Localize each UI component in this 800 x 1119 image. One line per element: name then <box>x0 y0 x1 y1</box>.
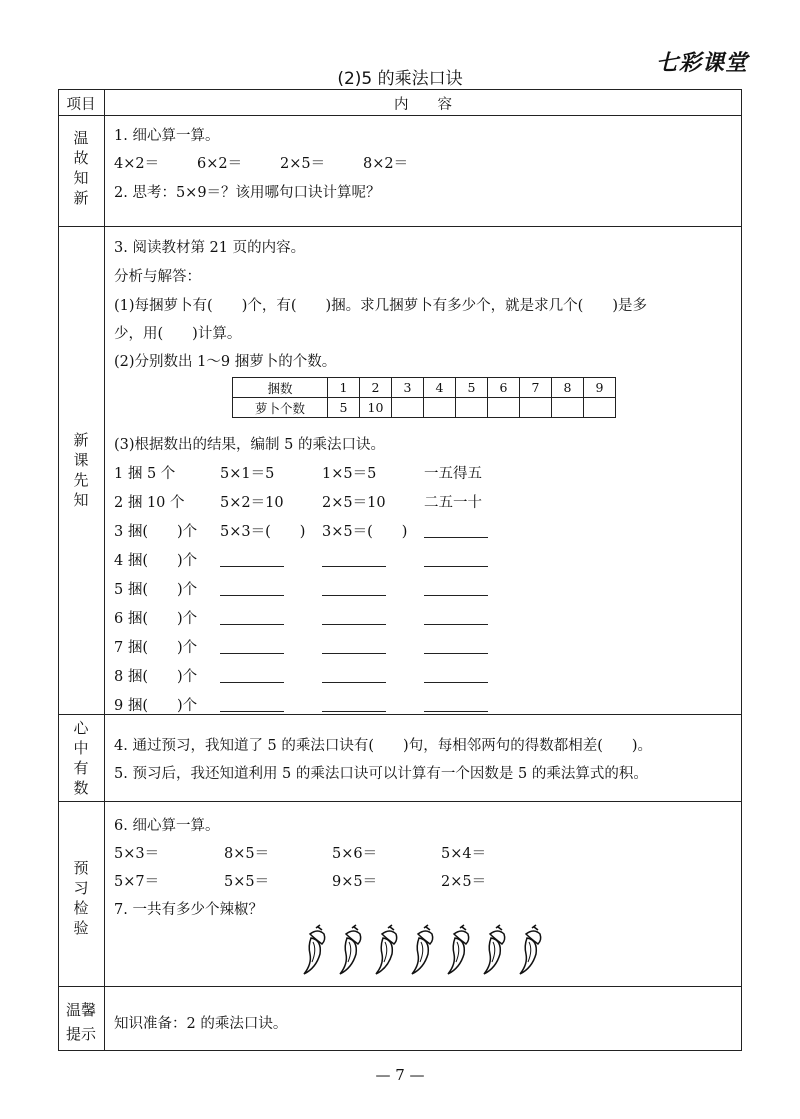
section-label-review: 温 故 知 新 <box>73 129 89 207</box>
answer-blank[interactable] <box>424 566 488 567</box>
table-cell: 5 <box>456 378 488 398</box>
table-cell <box>424 398 456 418</box>
column-divider <box>104 89 105 1051</box>
answer-blank[interactable] <box>220 653 284 654</box>
page-title: (2)5 的乘法口诀 <box>337 69 463 89</box>
brand-logo: 七彩课堂 <box>655 51 748 76</box>
calc-item: 9×5＝ <box>332 874 378 890</box>
table-cell: 萝卜个数 <box>233 398 328 418</box>
part-1-line-2: 少，用( )计算。 <box>114 326 242 342</box>
question-4: 4. 通过预习，我知道了 5 的乘法口诀有( )句，每相邻两句的得数都相差( )。 <box>114 738 653 754</box>
answer-blank[interactable] <box>322 682 386 683</box>
section-label-tip: 温馨 提示 <box>65 1001 96 1043</box>
calc-item: 5×5＝ <box>224 874 270 890</box>
chant-cell: 5×2＝10 <box>220 495 284 511</box>
answer-blank[interactable] <box>322 711 386 712</box>
table-cell: 9 <box>584 378 616 398</box>
chili-icon <box>408 924 440 976</box>
chant-cell: 5×1＝5 <box>220 466 275 482</box>
calc-item: 5×4＝ <box>441 846 487 862</box>
answer-blank[interactable] <box>424 682 488 683</box>
table-cell: 2 <box>360 378 392 398</box>
table-cell: 捆数 <box>233 378 328 398</box>
section-label-summary: 心 中 有 数 <box>73 719 89 797</box>
table-cell <box>456 398 488 418</box>
table-cell: 4 <box>424 378 456 398</box>
part-1-line-1: (1)每捆萝卜有( )个，有( )捆。求几捆萝卜有多少个，就是求几个( )是多 <box>114 298 647 314</box>
count-table <box>232 377 616 418</box>
chant-cell: 5 捆( )个 <box>114 582 198 598</box>
chili-icon <box>300 924 332 976</box>
chant-cell: 8 捆( )个 <box>114 669 198 685</box>
chili-icon <box>516 924 548 976</box>
table-cell <box>520 398 552 418</box>
answer-blank[interactable] <box>220 682 284 683</box>
chili-icon <box>336 924 368 976</box>
table-cell <box>552 398 584 418</box>
calc-item: 2×5＝ <box>441 874 487 890</box>
table-cell: 8 <box>552 378 584 398</box>
part-3: (3)根据数出的结果，编制 5 的乘法口诀。 <box>114 437 385 453</box>
answer-blank[interactable] <box>322 624 386 625</box>
chant-cell: 6 捆( )个 <box>114 611 198 627</box>
answer-blank[interactable] <box>322 566 386 567</box>
chili-icon <box>480 924 512 976</box>
calc-item: 4×2＝ <box>114 156 160 172</box>
answer-blank[interactable] <box>424 624 488 625</box>
chant-cell: 2 捆 10 个 <box>114 495 185 511</box>
part-2: (2)分别数出 1～9 捆萝卜的个数。 <box>114 354 337 370</box>
answer-blank[interactable] <box>424 653 488 654</box>
chant-cell: 9 捆( )个 <box>114 698 198 714</box>
table-cell: 5 <box>328 398 360 418</box>
answer-blank[interactable] <box>424 537 488 538</box>
row-divider <box>58 986 742 987</box>
table-cell: 7 <box>520 378 552 398</box>
question-1: 1. 细心算一算。 <box>114 128 220 144</box>
chant-cell: 二五一十 <box>424 495 482 511</box>
table-cell: 6 <box>488 378 520 398</box>
question-5: 5. 预习后，我还知道利用 5 的乘法口诀可以计算有一个因数是 5 的乘法算式的积。 <box>114 766 648 782</box>
row-divider <box>58 226 742 227</box>
chant-cell: 3×5＝( ) <box>322 524 408 540</box>
question-7: 7. 一共有多少个辣椒？ <box>114 902 263 918</box>
calc-item: 2×5＝ <box>280 156 326 172</box>
chant-cell: 3 捆( )个 <box>114 524 198 540</box>
answer-blank[interactable] <box>322 595 386 596</box>
table-cell: 3 <box>392 378 424 398</box>
answer-blank[interactable] <box>220 711 284 712</box>
analysis-heading: 分析与解答： <box>114 269 201 285</box>
table-cell: 1 <box>328 378 360 398</box>
answer-blank[interactable] <box>220 595 284 596</box>
chant-cell: 4 捆( )个 <box>114 553 198 569</box>
calc-item: 5×3＝ <box>114 846 160 862</box>
answer-blank[interactable] <box>424 711 488 712</box>
row-divider <box>58 801 742 802</box>
chili-icon <box>444 924 476 976</box>
calc-item: 6×2＝ <box>197 156 243 172</box>
header-item: 项目 <box>66 97 96 113</box>
header-content: 内 容 <box>394 97 452 113</box>
calc-item: 5×7＝ <box>114 874 160 890</box>
chant-cell: 1 捆 5 个 <box>114 466 176 482</box>
question-3: 3. 阅读教材第 21 页的内容。 <box>114 240 306 256</box>
chili-icon <box>372 924 404 976</box>
table-cell <box>488 398 520 418</box>
table-cell: 10 <box>360 398 392 418</box>
answer-blank[interactable] <box>322 653 386 654</box>
calc-item: 8×2＝ <box>363 156 409 172</box>
chant-cell: 5×3＝( ) <box>220 524 306 540</box>
question-2: 2. 思考：5×9＝？该用哪句口诀计算呢？ <box>114 185 381 201</box>
calc-item: 8×5＝ <box>224 846 270 862</box>
answer-blank[interactable] <box>424 595 488 596</box>
chant-cell: 7 捆( )个 <box>114 640 198 656</box>
section-label-check: 预 习 检 验 <box>73 859 89 937</box>
answer-blank[interactable] <box>220 566 284 567</box>
tip-text: 知识准备：2 的乘法口诀。 <box>114 1016 288 1032</box>
question-6: 6. 细心算一算。 <box>114 818 220 834</box>
chant-cell: 一五得五 <box>424 466 482 482</box>
chant-cell: 2×5＝10 <box>322 495 386 511</box>
chant-cell: 1×5＝5 <box>322 466 377 482</box>
section-label-new-lesson: 新 课 先 知 <box>73 431 89 509</box>
calc-item: 5×6＝ <box>332 846 378 862</box>
table-cell <box>392 398 424 418</box>
table-cell <box>584 398 616 418</box>
row-divider <box>58 115 742 116</box>
answer-blank[interactable] <box>220 624 284 625</box>
page-number: — 7 — <box>375 1066 425 1084</box>
